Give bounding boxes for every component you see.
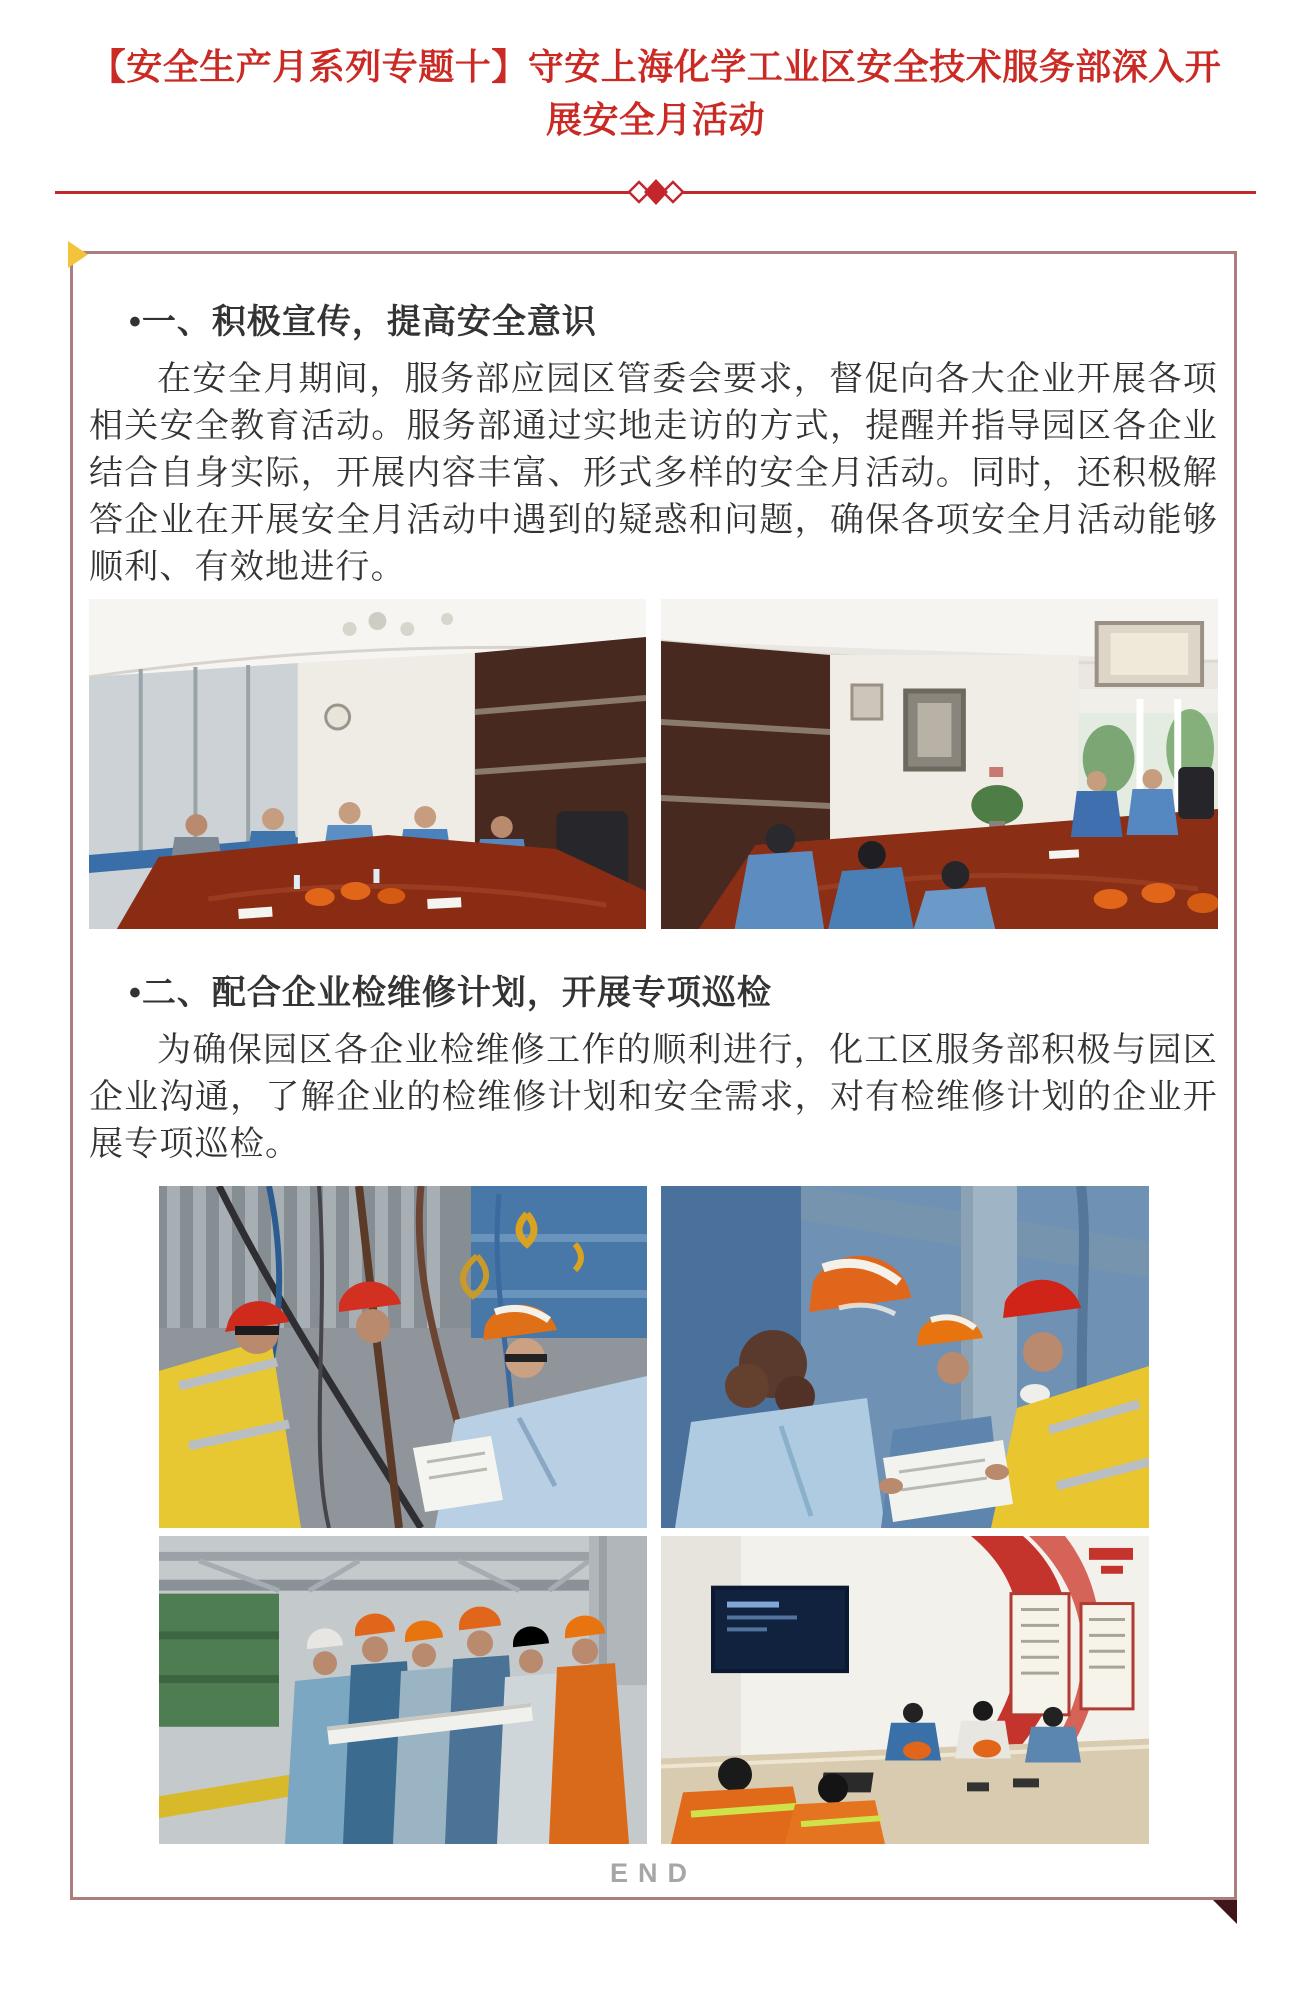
section-1-photo-row: [89, 599, 1218, 929]
meeting-room-photo-left: [89, 599, 646, 929]
section-2-heading: •二、配合企业检维修计划，开展专项巡检: [129, 974, 772, 1012]
content-box: [70, 251, 1237, 1900]
section-1-paragraph: 在安全月期间，服务部应园区管委会要求，督促向各大企业开展各项相关安全教育活动。服务部通过实地走访的方式，提醒并指导园区各企业结合自身实际，开展内容丰富、形式多样的安全月活动。同时，还积极解答企业在开展安全月活动中遇到的疑惑和问题，确保各项安全月活动能够顺利、有效地进行。: [89, 360, 1218, 586]
cable-inspection-photo: [159, 1186, 647, 1528]
document-review-photo: [661, 1186, 1149, 1528]
section-1-heading: •一、积极宣传，提高安全意识: [129, 303, 597, 341]
diamond-ornament-icon: [622, 178, 690, 206]
article-title: 【安全生产月系列专题十】守安上海化学工业区安全技术服务部深入开展安全月活动: [89, 46, 1222, 140]
orange-team-meeting-photo: [661, 1536, 1149, 1844]
section-2-paragraph: 为确保园区各企业检维修工作的顺利进行，化工区服务部积极与园区企业沟通，了解企业的检维修计划和安全需求，对有检维修计划的企业开展专项巡检。: [89, 1031, 1218, 1163]
section-safety-awareness: [89, 302, 1218, 929]
plant-walkdown-photo: [159, 1536, 647, 1844]
end-label: END: [609, 1858, 697, 1888]
meeting-room-photo-right: [661, 599, 1218, 929]
maroon-corner-triangle-icon: [1213, 1900, 1237, 1924]
section-2-photo-grid: [159, 1186, 1149, 1844]
yellow-corner-triangle-icon: [68, 241, 88, 268]
section-special-inspection: [89, 973, 1218, 1844]
title-divider: [55, 178, 1256, 206]
